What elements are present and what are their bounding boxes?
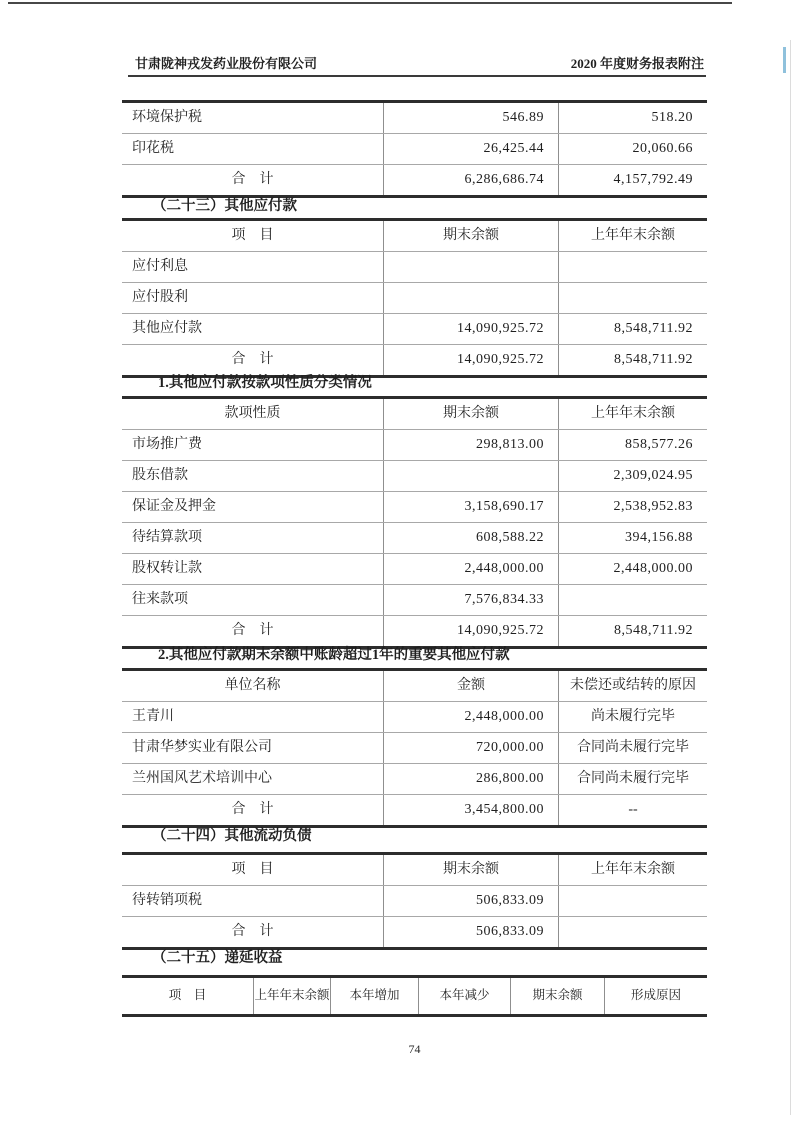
other-payables-table (122, 218, 707, 378)
scan-artifact-blue-mark (783, 47, 786, 73)
header-begin-balance: 上年年末余额 (558, 221, 707, 251)
header-decrease: 本年减少 (418, 978, 510, 1014)
header-nature: 款项性质 (224, 406, 281, 421)
company-name: 甘肃陇神戎发药业股份有限公司 (135, 56, 318, 71)
table-row-total (122, 794, 707, 825)
table-row (122, 553, 707, 584)
cell-item: 待转销项税 (132, 893, 202, 908)
cell-end-balance: 14,090,925.72 (383, 616, 558, 646)
header-item: 项 目 (231, 862, 274, 877)
aged-payables-table (122, 668, 707, 828)
cell-unit-name: 王青川 (132, 709, 174, 724)
cell-reason: -- (558, 795, 707, 825)
cell-item: 待结算款项 (132, 530, 202, 545)
cell-begin-balance: 8,548,711.92 (558, 345, 707, 375)
header-reason: 形成原因 (604, 978, 707, 1014)
cell-end-balance: 14,090,925.72 (383, 345, 558, 375)
cell-amount: 3,454,800.00 (383, 795, 558, 825)
header-begin-balance: 上年年末余额 (558, 855, 707, 885)
subsection-heading-2: 2.其他应付款期末余额中账龄超过1年的重要其他应付款 (158, 647, 510, 663)
report-title: 2020 年度财务报表附注 (570, 56, 704, 71)
header-end-balance: 期末余额 (383, 855, 558, 885)
header-end-balance: 期末余额 (383, 399, 558, 429)
table-header-row (122, 399, 707, 429)
cell-begin-balance (558, 585, 707, 615)
cell-reason: 合同尚未履行完毕 (558, 764, 707, 794)
cell-begin-balance: 2,448,000.00 (558, 554, 707, 584)
table-row (122, 701, 707, 732)
nature-classification-table (122, 396, 707, 649)
table-row-total (122, 164, 707, 195)
cell-begin-balance (558, 886, 707, 916)
cell-end-balance (383, 283, 558, 313)
scan-artifact-top-line (8, 2, 732, 4)
cell-begin-balance: 2,538,952.83 (558, 492, 707, 522)
table-row (122, 251, 707, 282)
header-begin-balance: 上年年末余额 (558, 399, 707, 429)
table-row-total (122, 916, 707, 947)
cell-unit-name: 甘肃华梦实业有限公司 (132, 740, 272, 755)
table-row (122, 103, 707, 133)
header-increase: 本年增加 (330, 978, 418, 1014)
cell-begin-balance: 394,156.88 (558, 523, 707, 553)
cell-end-balance: 506,833.09 (383, 886, 558, 916)
table-header-row (122, 855, 707, 885)
section-heading-24: （二十四）其他流动负债 (152, 828, 312, 844)
cell-amount: 720,000.00 (383, 733, 558, 763)
cell-end-balance: 3,158,690.17 (383, 492, 558, 522)
cell-amount: 286,800.00 (383, 764, 558, 794)
cell-end-balance (383, 461, 558, 491)
cell-item: 环境保护税 (132, 110, 202, 125)
header-reason: 未偿还或结转的原因 (558, 671, 707, 701)
cell-total-label: 合 计 (231, 623, 274, 638)
cell-end-balance: 26,425.44 (383, 134, 558, 164)
header-item: 项 目 (231, 228, 274, 243)
cell-end-balance: 7,576,834.33 (383, 585, 558, 615)
cell-item: 其他应付款 (132, 321, 202, 336)
cell-item: 印花税 (132, 141, 174, 156)
scan-artifact-right-edge (790, 40, 791, 1115)
cell-end-balance: 2,448,000.00 (383, 554, 558, 584)
subsection-heading-1: 1.其他应付款按款项性质分类情况 (158, 375, 372, 391)
cell-item: 往来款项 (132, 592, 188, 607)
taxes-table (122, 100, 707, 198)
cell-begin-balance: 518.20 (558, 103, 707, 133)
cell-begin-balance: 858,577.26 (558, 430, 707, 460)
cell-total-label: 合 计 (231, 172, 274, 187)
table-row (122, 584, 707, 615)
table-header-row (122, 978, 707, 1014)
table-row (122, 885, 707, 916)
page-header (128, 50, 706, 77)
cell-begin-balance: 8,548,711.92 (558, 314, 707, 344)
cell-begin-balance: 2,309,024.95 (558, 461, 707, 491)
cell-total-label: 合 计 (231, 352, 274, 367)
table-row (122, 732, 707, 763)
header-unit-name: 单位名称 (224, 678, 281, 693)
cell-amount: 2,448,000.00 (383, 702, 558, 732)
cell-begin-balance: 8,548,711.92 (558, 616, 707, 646)
table-row (122, 491, 707, 522)
cell-end-balance (383, 252, 558, 282)
table-row (122, 313, 707, 344)
cell-total-label: 合 计 (231, 924, 274, 939)
section-heading-23: （二十三）其他应付款 (152, 198, 297, 214)
cell-end-balance: 546.89 (383, 103, 558, 133)
header-begin-balance: 上年年末余额 (253, 978, 330, 1014)
header-amount: 金额 (383, 671, 558, 701)
header-end-balance: 期末余额 (510, 978, 604, 1014)
cell-total-label: 合 计 (231, 802, 274, 817)
cell-unit-name: 兰州国风艺术培训中心 (132, 771, 272, 786)
header-item: 项 目 (168, 988, 207, 1002)
table-row (122, 763, 707, 794)
table-row (122, 429, 707, 460)
cell-reason: 尚未履行完毕 (558, 702, 707, 732)
cell-begin-balance (558, 283, 707, 313)
table-row (122, 133, 707, 164)
cell-begin-balance: 20,060.66 (558, 134, 707, 164)
table-row (122, 282, 707, 313)
cell-item: 应付利息 (132, 259, 188, 274)
cell-item: 市场推广费 (132, 437, 202, 452)
section-heading-25: （二十五）递延收益 (152, 950, 283, 966)
cell-item: 股权转让款 (132, 561, 202, 576)
header-end-balance: 期末余额 (383, 221, 558, 251)
table-header-row (122, 221, 707, 251)
cell-item: 应付股利 (132, 290, 188, 305)
cell-end-balance: 14,090,925.72 (383, 314, 558, 344)
table-row (122, 460, 707, 491)
cell-reason: 合同尚未履行完毕 (558, 733, 707, 763)
cell-item: 股东借款 (132, 468, 188, 483)
cell-end-balance: 6,286,686.74 (383, 165, 558, 195)
table-row-total (122, 615, 707, 646)
cell-end-balance: 608,588.22 (383, 523, 558, 553)
cell-begin-balance: 4,157,792.49 (558, 165, 707, 195)
cell-begin-balance (558, 252, 707, 282)
table-header-row (122, 671, 707, 701)
other-current-liabilities-table (122, 852, 707, 950)
deferred-income-table (122, 975, 707, 1017)
cell-item: 保证金及押金 (132, 499, 216, 514)
table-row (122, 522, 707, 553)
cell-begin-balance (558, 917, 707, 947)
cell-end-balance: 506,833.09 (383, 917, 558, 947)
cell-end-balance: 298,813.00 (383, 430, 558, 460)
page-number: 74 (408, 1042, 421, 1056)
